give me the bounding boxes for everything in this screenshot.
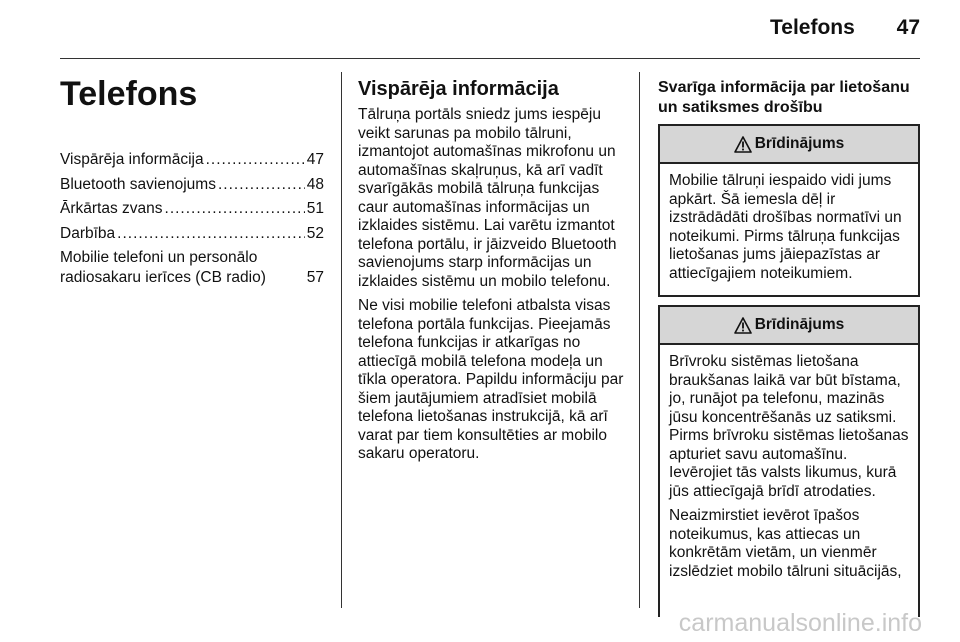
- toc-entry[interactable]: [60, 175, 324, 195]
- warning-text: Neaizmirstiet ievērot īpašos noteikumus, kas attiecas un konkrētām vietām, un vienmēr izslēdziet mobilo tālruni situācijās,: [669, 507, 902, 580]
- toc-entry-label: Darbība: [60, 224, 116, 242]
- warning-text: Brīvroku sistēmas lietošana braukšanas laikā var būt bīstama, jo, runājot pa telefonu, mazinās jūsu koncentrēšanās uz satiksmi. Pirms brīvroku sistēmas lietošanas apturiet savu automašīnu. Ievērojiet tās valsts likumus, kurā jūs attiecīgajā brīdī atrodaties.: [669, 353, 909, 500]
- toc-entry-label: Mobilie telefoni un personālo radiosakaru ierīces (CB radio): [60, 249, 266, 286]
- warning-body: [660, 345, 918, 593]
- toc-leader-dots: [218, 175, 305, 195]
- warning-header: [660, 126, 918, 164]
- watermark: carmanualsonline.info: [678, 609, 922, 637]
- warning-header: [660, 307, 918, 345]
- toc-leader-dots: [165, 199, 305, 219]
- toc-entry-page: 48: [306, 175, 324, 193]
- running-header-title: Telefons: [770, 16, 855, 39]
- toc-entry-page: 51: [306, 200, 324, 217]
- warning-body: [660, 164, 918, 295]
- toc-entry-label: Vispārēja informācija: [60, 151, 204, 168]
- toc-entry-page: 57: [306, 268, 324, 286]
- chapter-title: Telefons: [60, 75, 198, 113]
- safety-column: [658, 78, 920, 625]
- toc-leader-dots: [117, 224, 305, 244]
- toc-entry-label: Bluetooth savienojums: [60, 175, 216, 193]
- toc-entry-page: 47: [306, 151, 324, 168]
- column-divider-left: [341, 72, 342, 608]
- toc-entry[interactable]: [60, 248, 324, 287]
- warning-title: Brīdinājums: [754, 135, 845, 152]
- toc-entry[interactable]: [60, 224, 324, 244]
- warning-box: [658, 124, 920, 297]
- toc-entry[interactable]: [60, 150, 324, 170]
- page-number: 47: [896, 16, 920, 39]
- column-divider-right: [639, 72, 640, 608]
- body-paragraph: Ne visi mobilie telefoni atbalsta visas telefona portāla funkcijas. Pieejamās telefona funkcijas ir atkarīgas no attiecīgā mobilā telefona modeļa un tīkla operatora. Papildu informāciju par šiem jautājumiem atradīsiet mobilā telefona lietošanas instrukcijā, kā arī varat par tiem konsultēties ar mobilo sakaru operatoru.: [358, 297, 624, 462]
- general-info-column: [358, 78, 624, 470]
- warning-box: [658, 305, 920, 617]
- toc-entry[interactable]: [60, 199, 324, 219]
- section-heading: Vispārēja informācija: [358, 78, 559, 100]
- toc-entry-label: Ārkārtas zvans: [60, 200, 163, 217]
- header-rule: [60, 58, 920, 59]
- toc-column: [60, 74, 324, 292]
- toc-entry-page: 52: [306, 224, 324, 242]
- warning-title: Brīdinājums: [754, 316, 845, 333]
- toc-leader-dots: [206, 150, 305, 170]
- warning-triangle-icon: [734, 136, 752, 153]
- subsection-heading: Svarīga informācija par lietošanu un satiksmes drošību: [658, 79, 910, 116]
- body-paragraph: Tālruņa portāls sniedz jums iespēju veikt sarunas pa mobilo tālruni, izmantojot automašīnas mikrofonu un automašīnas skaļruņus, kā arī vadīt svarīgākās mobilā tālruņa funkcijas caur automašīnas informācijas un izklaides sistēmu. Lai varētu izmantot telefona portālu, ir jāizveido Bluetooth savienojums starp informācijas un izklaides sistēmu un mobilo telefonu.: [358, 106, 617, 290]
- warning-triangle-icon: [734, 317, 752, 334]
- warning-text: Mobilie tālruņi iespaido vidi jums apkārt. Šā iemesla dēļ ir izstrādādāti drošības normatīvi un noteikumi. Pirms tālruņa funkcijas lietošanas jums jāiepazīstas ar attiecīgajiem noteikumiem.: [669, 172, 902, 282]
